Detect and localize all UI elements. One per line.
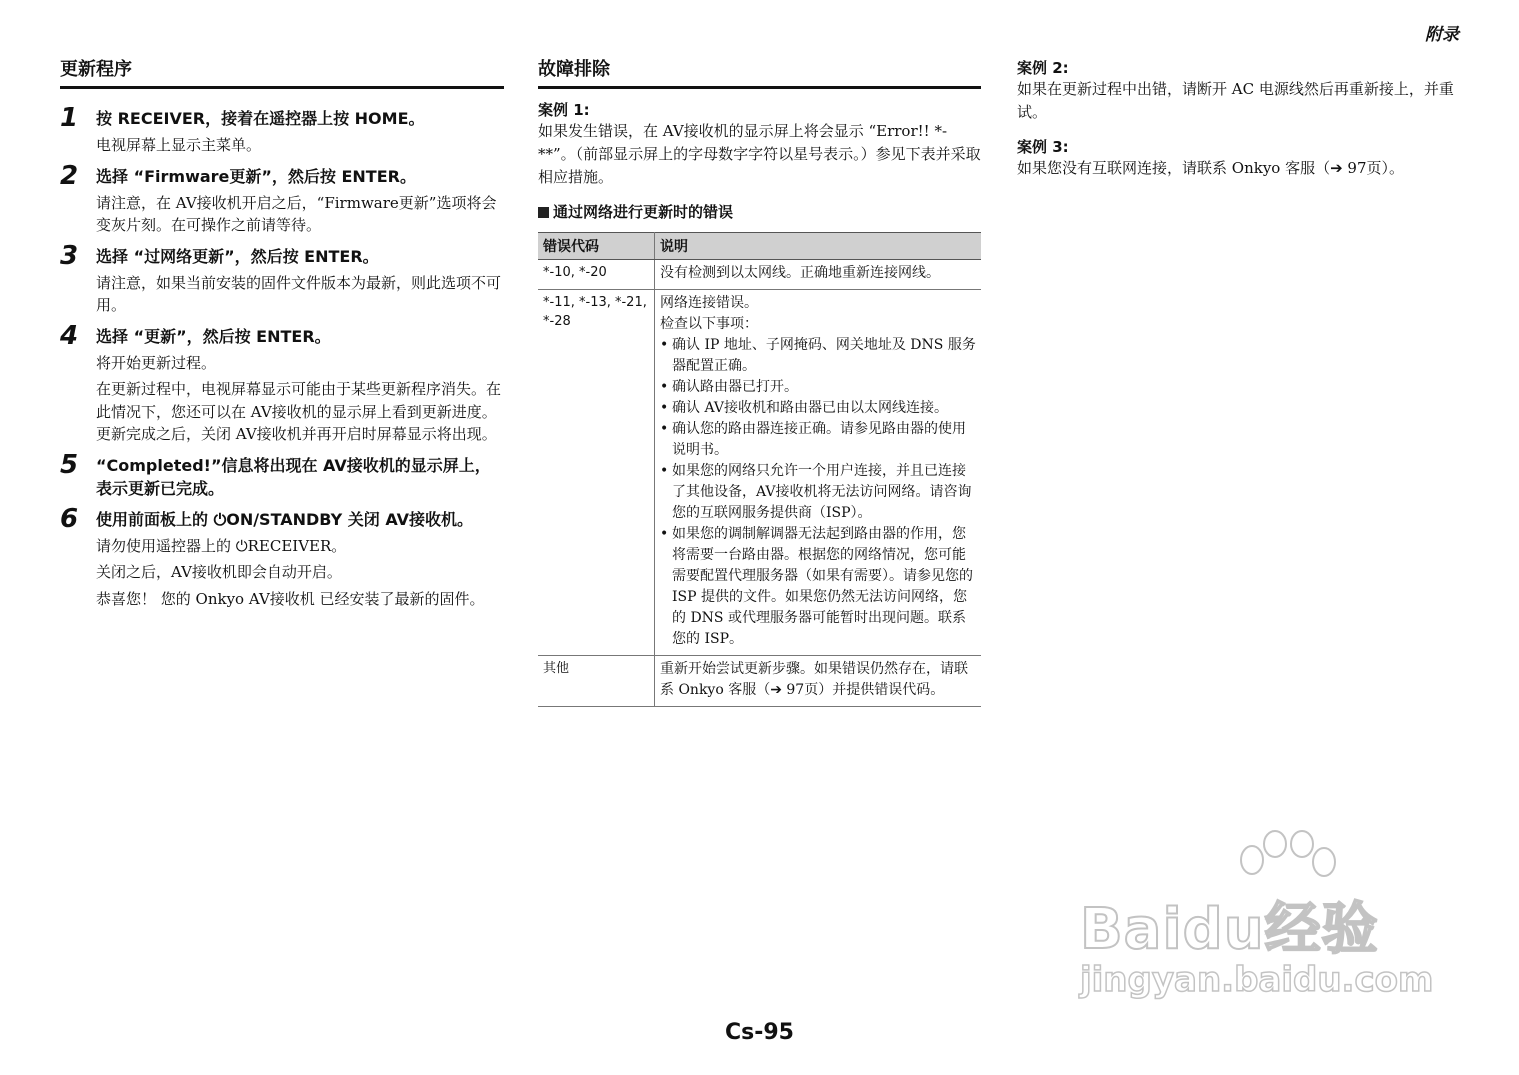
step-instruction: 选择 “过网络更新”，然后按 ENTER。 bbox=[96, 246, 379, 266]
step-number: 6 bbox=[60, 503, 79, 534]
step-number: 3 bbox=[60, 240, 79, 271]
step-item bbox=[60, 103, 504, 157]
subsection-label: 通过网络进行更新时的错误 bbox=[553, 203, 734, 221]
error-code-cell: *-10, *-20 bbox=[538, 260, 655, 290]
table-header-row bbox=[538, 233, 981, 260]
step-item bbox=[60, 320, 504, 446]
table-row bbox=[538, 290, 981, 656]
cases-column bbox=[1017, 55, 1457, 180]
case2-title: 案例 2: bbox=[1017, 59, 1069, 77]
step-instruction: 按 RECEIVER，接着在遥控器上按 HOME。 bbox=[96, 109, 425, 128]
check-item: • 确认 AV接收机和路由器已由以太网线连接。 bbox=[660, 398, 976, 419]
description-cell bbox=[655, 656, 982, 707]
square-bullet-icon bbox=[538, 207, 549, 218]
description-line: 重新开始尝试更新步骤。如果错误仍然存在，请联系 Onkyo 客服（➔ 97页）并提供错误代码。 bbox=[660, 661, 968, 698]
step-note: 请注意，在 AV接收机开启之后，“Firmware更新”选项将会变灰片刻。在可操作之前请等待。 bbox=[96, 193, 497, 234]
step-item bbox=[60, 240, 504, 317]
watermark-url: jingyan.baidu.com bbox=[1080, 960, 1434, 1000]
step-note: 在更新过程中，电视屏幕显示可能由于某些更新程序消失。在此情况下，您还可以在 AV接收机的显示屏上看到更新进度。更新完成之后，关闭 AV接收机并再开启时屏幕显示将出现。 bbox=[96, 380, 502, 443]
error-table bbox=[538, 232, 981, 707]
section-title-troubleshooting: 故障排除 bbox=[538, 55, 981, 89]
step-note: 将开始更新过程。 bbox=[96, 353, 217, 372]
step-number: 1 bbox=[60, 103, 79, 133]
step-instruction: “Completed!”信息将出现在 AV接收机的显示屏上，表示更新已完成。 bbox=[96, 455, 491, 498]
baidu-watermark bbox=[1080, 830, 1460, 1020]
step-note: 恭喜您！ 您的 Onkyo AV接收机 已经安装了最新的固件。 bbox=[96, 589, 485, 608]
column-header-description: 说明 bbox=[655, 233, 982, 260]
appendix-label: 附录 bbox=[1425, 25, 1459, 45]
step-instruction: 使用前面板上的 ⏻ON/STANDBY 关闭 AV接收机。 bbox=[96, 509, 474, 529]
table-row bbox=[538, 260, 981, 290]
step-item bbox=[60, 503, 504, 611]
section-title-update: 更新程序 bbox=[60, 55, 504, 89]
check-item: • 确认路由器已打开。 bbox=[660, 377, 976, 398]
step-list bbox=[60, 103, 504, 610]
step-note: 关闭之后，AV接收机即会自动开启。 bbox=[96, 563, 342, 581]
check-item: • 确认 IP 地址、子网掩码、网关地址及 DNS 服务器配置正确。 bbox=[660, 335, 976, 377]
error-code-cell: *-11, *-13, *-21, *-28 bbox=[538, 290, 655, 656]
step-note: 请注意，如果当前安装的固件文件版本为最新，则此选项不可用。 bbox=[96, 273, 502, 314]
description-line: 没有检测到以太网线。正确地重新连接网线。 bbox=[660, 265, 940, 281]
step-note: 电视屏幕上显示主菜单。 bbox=[96, 136, 262, 154]
step-number: 5 bbox=[60, 449, 79, 480]
case1-text: 如果发生错误，在 AV接收机的显示屏上将会显示 “Error!! *-**”。（前部显示屏上的字母数字字符以星号表示。）参见下表并采取相应措施。 bbox=[538, 122, 981, 186]
step-item bbox=[60, 160, 504, 237]
description-line: 网络连接错误。 bbox=[660, 295, 758, 311]
case2-text: 如果在更新过程中出错，请断开 AC 电源线然后再重新接上，并重试。 bbox=[1017, 80, 1454, 121]
case3-title: 案例 3: bbox=[1017, 138, 1069, 156]
step-number: 2 bbox=[60, 160, 79, 191]
subsection-title bbox=[538, 201, 981, 222]
check-item: • 确认您的路由器连接正确。请参见路由器的使用说明书。 bbox=[660, 419, 976, 461]
table-body bbox=[538, 260, 981, 707]
case3-text: 如果您没有互联网连接，请联系 Onkyo 客服（➔ 97页）。 bbox=[1017, 159, 1405, 177]
description-cell bbox=[655, 260, 982, 290]
check-item: • 如果您的网络只允许一个用户连接，并且已连接了其他设备，AV接收机将无法访问网络。请咨询您的互联网服务提供商（ISP）。 bbox=[660, 461, 976, 524]
step-instruction: 选择 “Firmware更新”，然后按 ENTER。 bbox=[96, 166, 416, 186]
table-row bbox=[538, 656, 981, 707]
case1-title: 案例 1: bbox=[538, 101, 590, 119]
step-instruction: 选择 “更新”，然后按 ENTER。 bbox=[96, 326, 331, 346]
column-header-code: 错误代码 bbox=[538, 233, 655, 260]
step-number: 4 bbox=[60, 320, 79, 351]
description-line: 检查以下事项： bbox=[660, 316, 758, 332]
step-note: 请勿使用遥控器上的 ⏻RECEIVER。 bbox=[96, 536, 347, 555]
check-item: • 如果您的调制解调器无法起到路由器的作用，您将需要一台路由器。根据您的网络情况，您可能需要配置代理服务器（如果有需要）。请参见您的 ISP 提供的文件。如果您仍然无法访问网络，您的 DNS 或代理服务器可能暂时出现问题。联系您的 ISP。 bbox=[660, 524, 976, 650]
error-code-cell: 其他 bbox=[538, 656, 655, 707]
page-number: Cs-95 bbox=[725, 1020, 794, 1045]
watermark-logo: Baidu经验 bbox=[1080, 897, 1379, 962]
description-cell bbox=[655, 290, 982, 656]
update-procedure-column bbox=[60, 55, 504, 618]
step-item bbox=[60, 449, 504, 500]
troubleshooting-column bbox=[538, 55, 981, 707]
